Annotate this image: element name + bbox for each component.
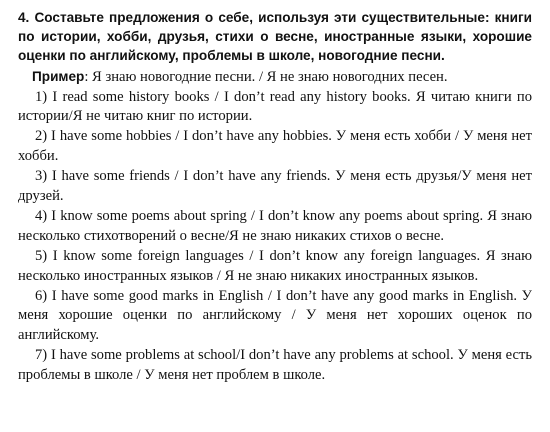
document-page	[18, 8, 532, 428]
answer-item-1: 1) I read some history books / I don’t read any history books. Я читаю книги по истории/Я не читаю книг по истории.	[18, 88, 532, 125]
answer-item-3: 3) I have some friends / I don’t have any friends. У меня есть друзья/У меня нет друзей.	[18, 168, 532, 205]
task-heading: 4. Составьте предложения о себе, используя эти существительные: книги по истории, хобби, друзья, стихи о весне, иностранные языки, хорошие оценки по английскому, проблемы в школе, новогодние песни.	[18, 10, 532, 64]
example-line	[18, 67, 532, 88]
answer-item-7: 7) I have some problems at school/I don’t have any problems at school. У меня есть проблемы в школе / У меня нет проблем в школе.	[18, 347, 532, 384]
example-text: : Я знаю новогодние песни. / Я не знаю новогодних песен.	[84, 68, 448, 85]
answer-item-4: 4) I know some poems about spring / I don’t know any poems about spring. Я знаю несколько стихотворений о весне/Я не знаю никаких стихов о весне.	[18, 207, 532, 244]
example-label: Пример	[32, 68, 85, 84]
answer-item-6: 6) I have some good marks in English / I don’t have any good marks in English. У меня хорошие оценки по английскому / У меня нет хороших оценок по английскому.	[18, 287, 532, 344]
answer-item-5: 5) I know some foreign languages / I don’t know any foreign languages. Я знаю несколько иностранных языков / Я не знаю никаких иностранных языков.	[18, 247, 532, 284]
answer-item-2: 2) I have some hobbies / I don’t have any hobbies. У меня есть хобби / У меня нет хобби.	[18, 128, 532, 165]
